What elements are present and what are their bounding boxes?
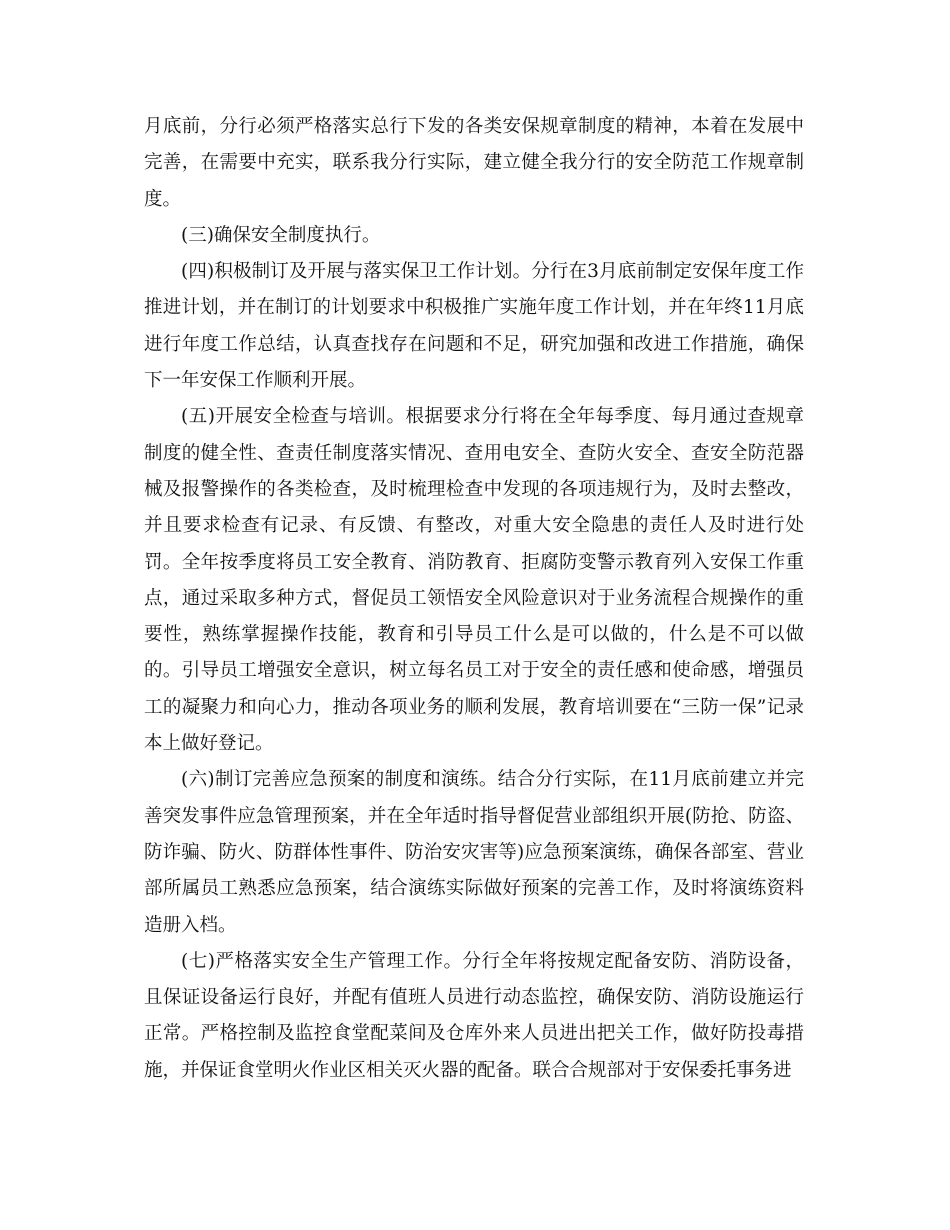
paragraph-continuation: 月底前，分行必须严格落实总行下发的各类安保规章制度的精神，本着在发展中完善，在需要中充实，联系我分行实际，建立健全我分行的安全防范工作规章制度。	[144, 116, 804, 210]
paragraph-section-5: (五)开展安全检查与培训。根据要求分行将在全年每季度、每月通过查规章制度的健全性、查责任制度落实情况、查用电安全、查防火安全、查安全防范器械及报警操作的各类检查，及时梳理检查中发现的各项违规行为，及时去整改，并且要求检查有记录、有反馈、有整改，对重大安全隐患的责任人及时进行处罚。全年按季度将员工安全教育、消防教育、拒腐防变警示教育列入安保工作重点，通过采取多种方式，督促员工领悟安全风险意识对于业务流程合规操作的重要性，熟练掌握操作技能，教育和引导员工什么是可以做的，什么是不可以做的。引导员工增强安全意识，树立每名员工对于安全的责任感和使命感，增强员工的凝聚力和向心力，推动各项业务的顺利发展，教育培训要在“三防一保”记录本上做好登记。	[144, 406, 804, 755]
paragraph-section-7: (七)严格落实安全生产管理工作。分行全年将按规定配备安防、消防设备，且保证设备运行良好，并配有值班人员进行动态监控，确保安防、消防设施运行正常。严格控制及监控食堂配菜间及仓库外来人员进出把关工作，做好防投毒措施，并保证食堂明火作业区相关灭火器的配备。联合合规部对于安保委托事务进	[144, 950, 804, 1081]
paragraph-section-3: (三)确保安全制度执行。	[181, 224, 381, 246]
paragraph-section-6: (六)制订完善应急预案的制度和演练。结合分行实际，在11月底前建立并完善突发事件应急管理预案，并在全年适时指导督促营业部组织开展(防抢、防盗、防诈骗、防火、防群体性事件、防治安灾害等)应急预案演练，确保各部室、营业部所属员工熟悉应急预案，结合演练实际做好预案的完善工作，及时将演练资料造册入档。	[144, 769, 804, 936]
document-page	[144, 109, 804, 1089]
paragraph-section-4: (四)积极制订及开展与落实保卫工作计划。分行在3月底前制定安保年度工作推进计划，并在制订的计划要求中积极推广实施年度工作计划，并在年终11月底进行年度工作总结，认真查找存在问题和不足，研究加强和改进工作措施，确保下一年安保工作顺利开展。	[144, 261, 804, 392]
